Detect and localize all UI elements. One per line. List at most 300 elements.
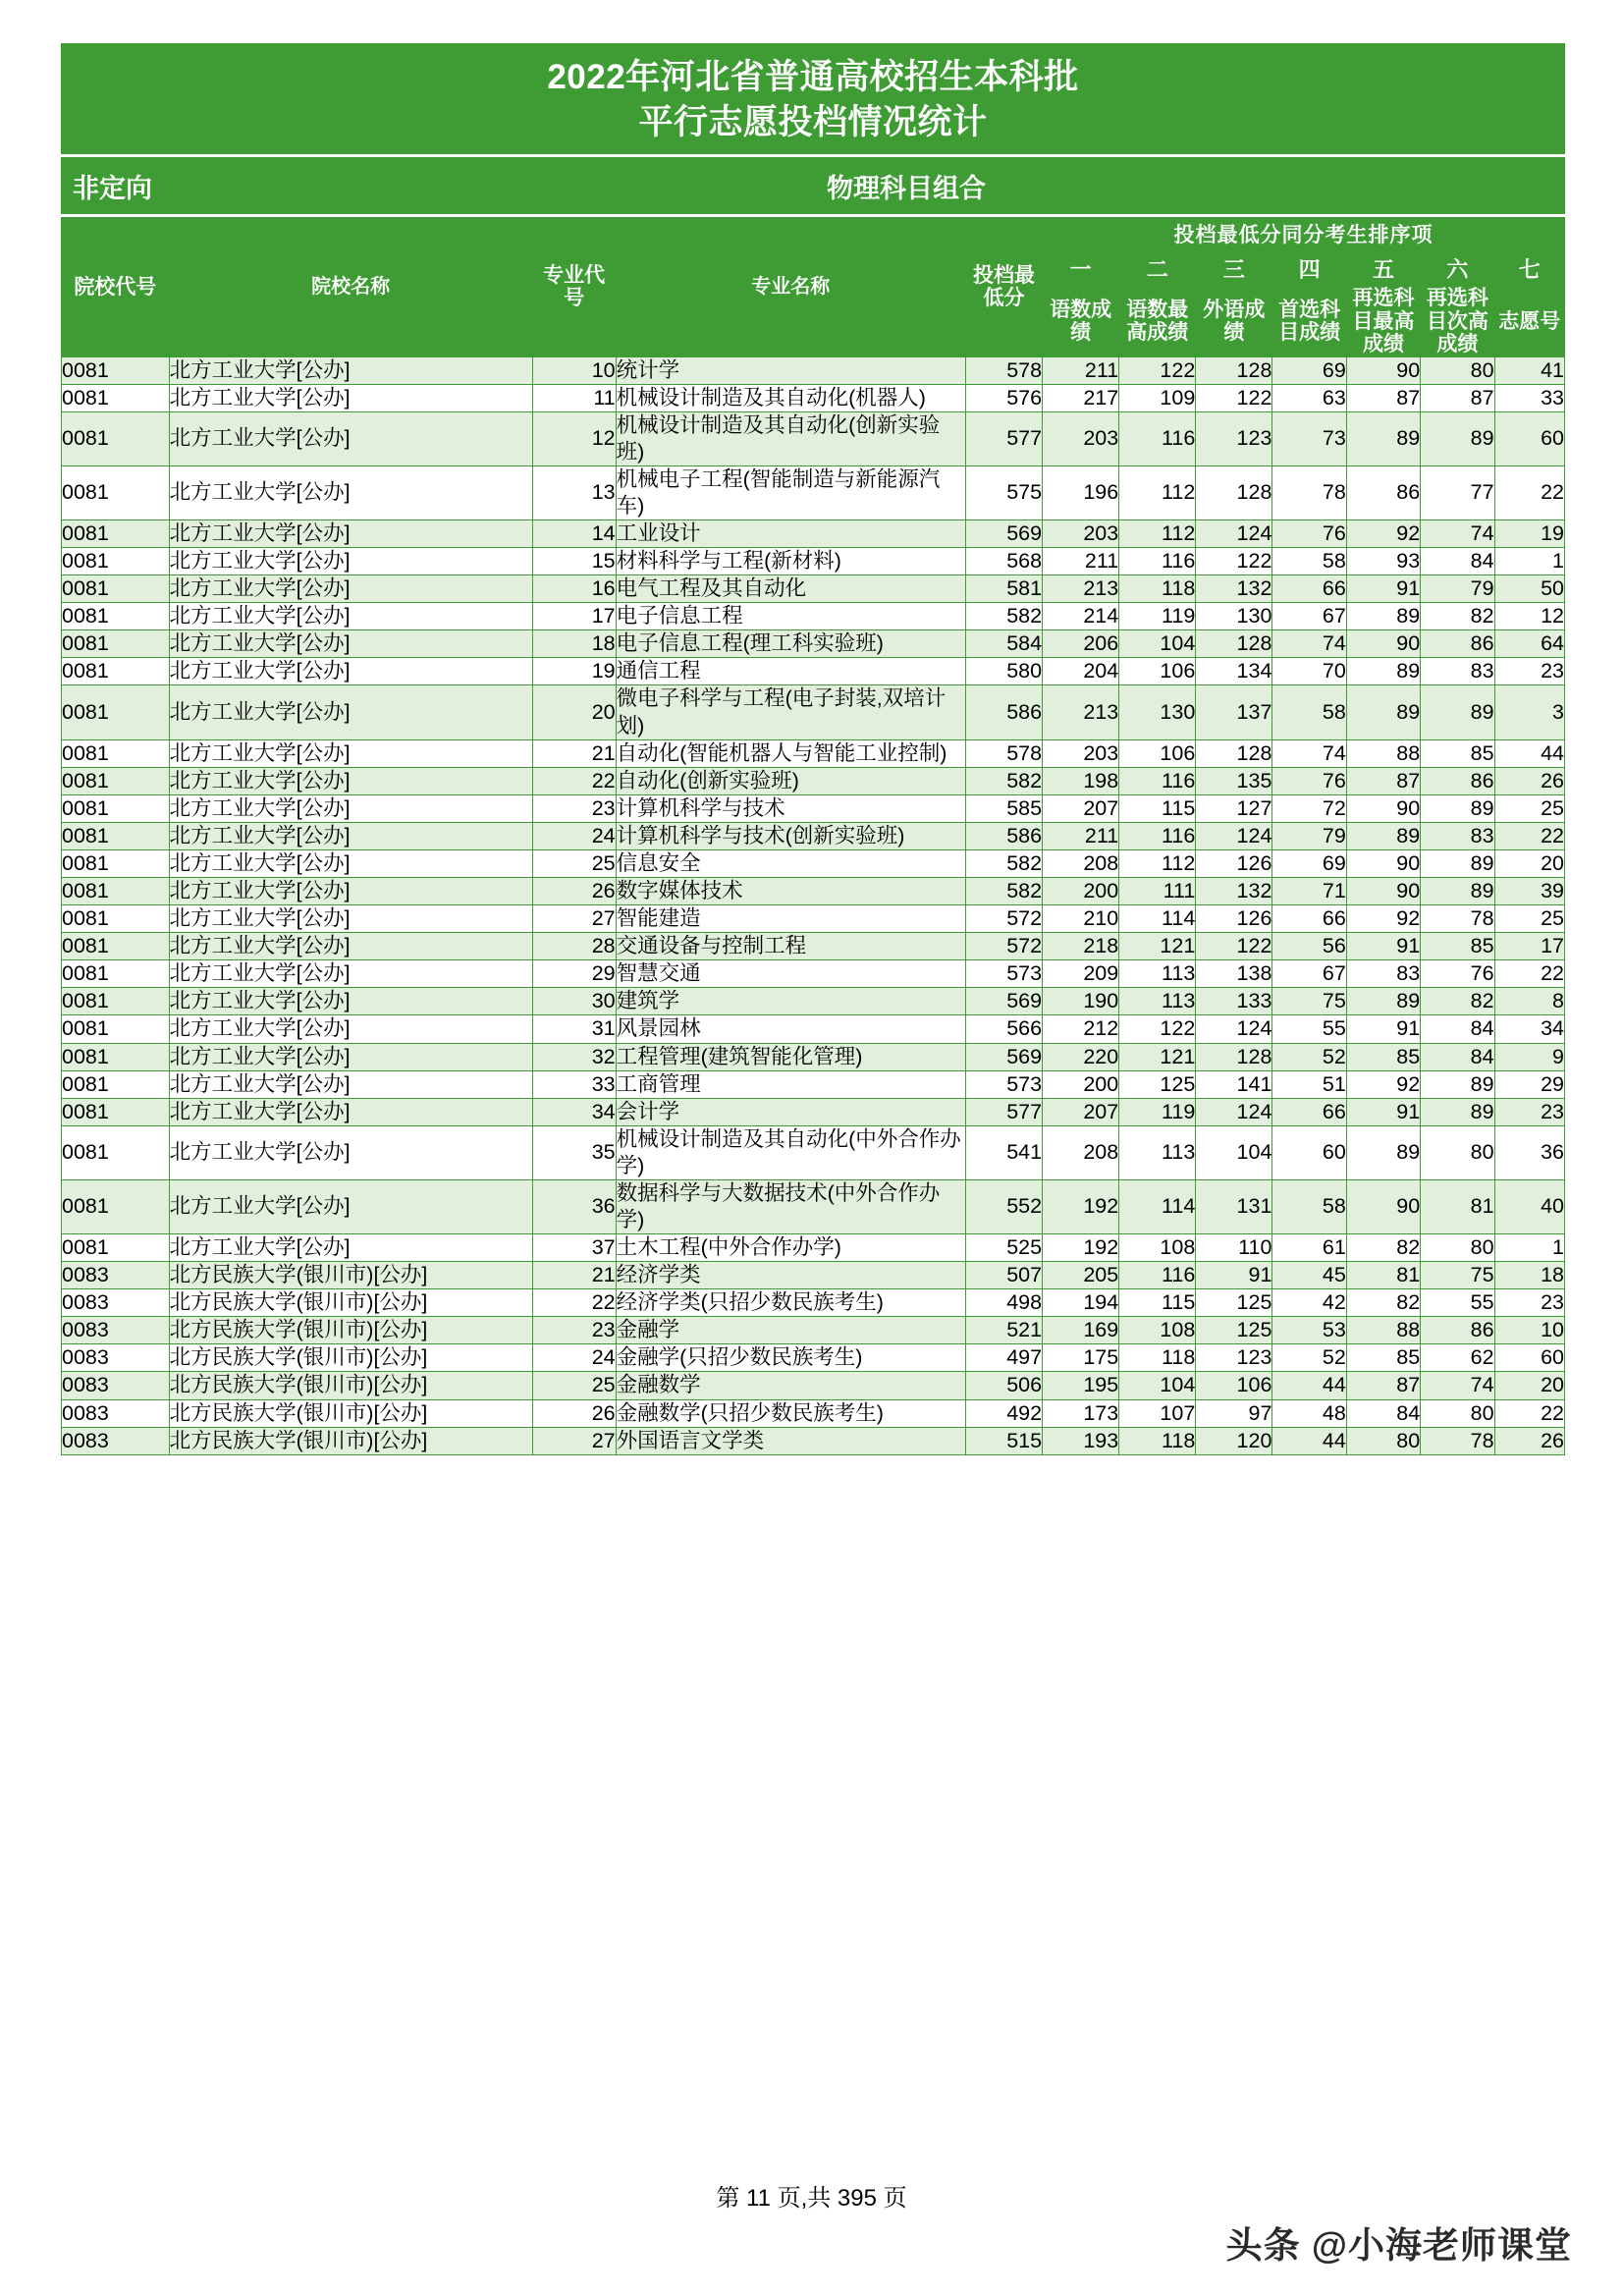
table-row (62, 905, 1565, 933)
table-row (62, 658, 1565, 685)
cell-tiebreak-4: 58 (1272, 548, 1346, 575)
cell-tiebreak-4: 71 (1272, 878, 1346, 905)
cell-tiebreak-6: 83 (1421, 822, 1494, 849)
cell-tiebreak-7: 22 (1494, 960, 1564, 988)
cell-major-code: 15 (532, 548, 616, 575)
cell-major-code: 35 (532, 1125, 616, 1179)
col-header-sub-5: 再选科目最高成绩 (1346, 287, 1420, 357)
cell-major-code: 33 (532, 1070, 616, 1098)
cell-major-name: 自动化(智能机器人与智能工业控制) (616, 739, 965, 767)
cell-school-code: 0081 (62, 905, 170, 933)
cell-school-name: 北方工业大学[公办] (169, 356, 532, 384)
cell-tiebreak-6: 76 (1421, 960, 1494, 988)
col-header-sub-2: 语数最高成绩 (1119, 287, 1196, 357)
cell-tiebreak-1: 212 (1043, 1015, 1119, 1043)
cell-tiebreak-5: 90 (1346, 630, 1420, 658)
cell-tiebreak-7: 26 (1494, 1427, 1564, 1454)
cell-school-name: 北方工业大学[公办] (169, 465, 532, 519)
cell-tiebreak-6: 74 (1421, 520, 1494, 548)
cell-major-name: 工程管理(建筑智能化管理) (616, 1043, 965, 1070)
cell-tiebreak-1: 175 (1043, 1344, 1119, 1372)
cell-major-code: 14 (532, 520, 616, 548)
cell-major-code: 22 (532, 767, 616, 794)
cell-school-name: 北方工业大学[公办] (169, 849, 532, 877)
cell-tiebreak-6: 62 (1421, 1344, 1494, 1372)
cell-tiebreak-7: 33 (1494, 384, 1564, 411)
cell-tiebreak-3: 124 (1196, 1098, 1272, 1125)
cell-min-score: 573 (965, 1070, 1042, 1098)
cell-tiebreak-7: 60 (1494, 1344, 1564, 1372)
cell-tiebreak-2: 118 (1119, 1427, 1196, 1454)
cell-min-score: 569 (965, 988, 1042, 1015)
cell-school-name: 北方民族大学(银川市)[公办] (169, 1372, 532, 1399)
cell-min-score: 498 (965, 1289, 1042, 1317)
cell-tiebreak-5: 89 (1346, 603, 1420, 630)
cell-tiebreak-5: 93 (1346, 548, 1420, 575)
cell-major-name: 会计学 (616, 1098, 965, 1125)
cell-major-name: 金融数学 (616, 1372, 965, 1399)
cell-school-name: 北方工业大学[公办] (169, 1043, 532, 1070)
cell-min-score: 497 (965, 1344, 1042, 1372)
cell-tiebreak-6: 86 (1421, 1317, 1494, 1344)
cell-major-name: 工商管理 (616, 1070, 965, 1098)
cell-major-name: 电子信息工程 (616, 603, 965, 630)
cell-tiebreak-7: 23 (1494, 1098, 1564, 1125)
cell-school-name: 北方工业大学[公办] (169, 630, 532, 658)
cell-tiebreak-1: 200 (1043, 1070, 1119, 1098)
cell-tiebreak-3: 128 (1196, 630, 1272, 658)
table-body (62, 356, 1565, 1454)
col-header-ordinal-2: 二 (1119, 254, 1196, 287)
cell-tiebreak-6: 82 (1421, 603, 1494, 630)
cell-tiebreak-1: 200 (1043, 878, 1119, 905)
cell-major-code: 28 (532, 933, 616, 960)
cell-school-name: 北方工业大学[公办] (169, 1179, 532, 1233)
cell-tiebreak-5: 89 (1346, 411, 1420, 465)
col-header-ordinal-7: 七 (1494, 254, 1564, 287)
cell-tiebreak-3: 132 (1196, 575, 1272, 603)
cell-min-score: 582 (965, 767, 1042, 794)
cell-school-code: 0081 (62, 794, 170, 822)
cell-tiebreak-6: 84 (1421, 548, 1494, 575)
cell-tiebreak-2: 116 (1119, 822, 1196, 849)
cell-tiebreak-4: 66 (1272, 575, 1346, 603)
col-header-tiebreak-group: 投档最低分同分考生排序项 (1043, 218, 1565, 254)
cell-tiebreak-2: 114 (1119, 1179, 1196, 1233)
cell-major-code: 18 (532, 630, 616, 658)
cell-tiebreak-5: 80 (1346, 1427, 1420, 1454)
cell-school-code: 0083 (62, 1372, 170, 1399)
page-footer: 第 11 页,共 395 页 (716, 2185, 907, 2212)
col-header-min-score: 投档最低分 (965, 218, 1042, 357)
cell-tiebreak-6: 89 (1421, 1070, 1494, 1098)
cell-tiebreak-1: 218 (1043, 933, 1119, 960)
cell-tiebreak-6: 87 (1421, 384, 1494, 411)
cell-tiebreak-5: 90 (1346, 794, 1420, 822)
cell-school-code: 0081 (62, 822, 170, 849)
cell-school-code: 0083 (62, 1427, 170, 1454)
cell-tiebreak-4: 75 (1272, 988, 1346, 1015)
cell-major-code: 30 (532, 988, 616, 1015)
cell-major-code: 10 (532, 356, 616, 384)
table-row (62, 548, 1565, 575)
cell-tiebreak-4: 56 (1272, 933, 1346, 960)
cell-tiebreak-3: 138 (1196, 960, 1272, 988)
cell-tiebreak-1: 207 (1043, 794, 1119, 822)
cell-major-code: 21 (532, 1262, 616, 1289)
cell-tiebreak-7: 29 (1494, 1070, 1564, 1098)
cell-tiebreak-3: 128 (1196, 739, 1272, 767)
cell-tiebreak-3: 122 (1196, 548, 1272, 575)
cell-major-name: 工业设计 (616, 520, 965, 548)
cell-tiebreak-5: 85 (1346, 1043, 1420, 1070)
cell-tiebreak-3: 126 (1196, 905, 1272, 933)
cell-tiebreak-3: 91 (1196, 1262, 1272, 1289)
cell-tiebreak-2: 116 (1119, 411, 1196, 465)
table-row (62, 822, 1565, 849)
cell-min-score: 575 (965, 465, 1042, 519)
cell-min-score: 507 (965, 1262, 1042, 1289)
cell-tiebreak-2: 113 (1119, 1125, 1196, 1179)
cell-tiebreak-5: 83 (1346, 960, 1420, 988)
cell-tiebreak-6: 89 (1421, 878, 1494, 905)
subject-group-label: 物理科目组合 (827, 173, 986, 203)
cell-min-score: 525 (965, 1234, 1042, 1262)
cell-tiebreak-5: 91 (1346, 1098, 1420, 1125)
cell-major-name: 微电子科学与工程(电子封装,双培计划) (616, 685, 965, 739)
cell-school-code: 0081 (62, 1015, 170, 1043)
cell-tiebreak-6: 74 (1421, 1372, 1494, 1399)
cell-min-score: 582 (965, 603, 1042, 630)
table-row (62, 1317, 1565, 1344)
cell-tiebreak-2: 104 (1119, 630, 1196, 658)
cell-major-name: 电气工程及其自动化 (616, 575, 965, 603)
cell-tiebreak-7: 25 (1494, 794, 1564, 822)
cell-major-name: 金融学 (616, 1317, 965, 1344)
cell-tiebreak-3: 123 (1196, 1344, 1272, 1372)
table-row (62, 1289, 1565, 1317)
cell-tiebreak-7: 41 (1494, 356, 1564, 384)
cell-tiebreak-7: 9 (1494, 1043, 1564, 1070)
cell-min-score: 582 (965, 849, 1042, 877)
cell-school-name: 北方工业大学[公办] (169, 739, 532, 767)
cell-tiebreak-2: 121 (1119, 1043, 1196, 1070)
cell-school-name: 北方民族大学(银川市)[公办] (169, 1399, 532, 1427)
cell-tiebreak-5: 89 (1346, 988, 1420, 1015)
cell-tiebreak-6: 84 (1421, 1043, 1494, 1070)
cell-school-name: 北方工业大学[公办] (169, 575, 532, 603)
cell-tiebreak-4: 66 (1272, 1098, 1346, 1125)
cell-tiebreak-1: 195 (1043, 1372, 1119, 1399)
cell-tiebreak-2: 121 (1119, 933, 1196, 960)
cell-major-code: 26 (532, 878, 616, 905)
cell-school-code: 0081 (62, 767, 170, 794)
cell-major-name: 建筑学 (616, 988, 965, 1015)
cell-major-code: 31 (532, 1015, 616, 1043)
cell-tiebreak-3: 127 (1196, 794, 1272, 822)
cell-tiebreak-2: 116 (1119, 1262, 1196, 1289)
table-head (62, 218, 1565, 357)
cell-tiebreak-4: 44 (1272, 1427, 1346, 1454)
cell-tiebreak-6: 89 (1421, 411, 1494, 465)
cell-tiebreak-3: 128 (1196, 356, 1272, 384)
cell-tiebreak-7: 34 (1494, 1015, 1564, 1043)
cell-min-score: 578 (965, 739, 1042, 767)
cell-school-name: 北方工业大学[公办] (169, 1015, 532, 1043)
cell-min-score: 586 (965, 822, 1042, 849)
cell-tiebreak-7: 23 (1494, 658, 1564, 685)
cell-school-code: 0081 (62, 739, 170, 767)
report-title-banner (61, 43, 1565, 157)
cell-tiebreak-1: 209 (1043, 960, 1119, 988)
cell-tiebreak-5: 92 (1346, 520, 1420, 548)
cell-tiebreak-1: 206 (1043, 630, 1119, 658)
cell-tiebreak-7: 10 (1494, 1317, 1564, 1344)
cell-school-code: 0081 (62, 988, 170, 1015)
table-row (62, 1262, 1565, 1289)
cell-school-name: 北方工业大学[公办] (169, 822, 532, 849)
cell-tiebreak-6: 84 (1421, 1015, 1494, 1043)
col-header-sub-7: 志愿号 (1494, 287, 1564, 357)
cell-tiebreak-5: 92 (1346, 905, 1420, 933)
cell-tiebreak-7: 40 (1494, 1179, 1564, 1233)
cell-tiebreak-7: 20 (1494, 849, 1564, 877)
cell-tiebreak-7: 3 (1494, 685, 1564, 739)
cell-tiebreak-2: 125 (1119, 1070, 1196, 1098)
cell-tiebreak-7: 17 (1494, 933, 1564, 960)
cell-school-code: 0081 (62, 603, 170, 630)
cell-tiebreak-3: 106 (1196, 1372, 1272, 1399)
watermark-label: 头条 @小海老师课堂 (1225, 2225, 1572, 2266)
page-title-line-1: 2022年河北省普通高校招生本科批 (547, 58, 1079, 96)
cell-tiebreak-7: 44 (1494, 739, 1564, 767)
table-row (62, 933, 1565, 960)
cell-school-code: 0081 (62, 1098, 170, 1125)
cell-min-score: 573 (965, 960, 1042, 988)
cell-tiebreak-2: 119 (1119, 1098, 1196, 1125)
cell-tiebreak-7: 26 (1494, 767, 1564, 794)
cell-school-name: 北方工业大学[公办] (169, 933, 532, 960)
cell-tiebreak-3: 133 (1196, 988, 1272, 1015)
cell-tiebreak-4: 52 (1272, 1043, 1346, 1070)
cell-school-code: 0083 (62, 1262, 170, 1289)
cell-tiebreak-4: 67 (1272, 960, 1346, 988)
cell-school-code: 0081 (62, 548, 170, 575)
table-row (62, 988, 1565, 1015)
cell-tiebreak-4: 58 (1272, 1179, 1346, 1233)
cell-tiebreak-2: 113 (1119, 960, 1196, 988)
cell-tiebreak-6: 80 (1421, 356, 1494, 384)
cell-tiebreak-5: 91 (1346, 575, 1420, 603)
cell-tiebreak-6: 86 (1421, 767, 1494, 794)
cell-school-name: 北方民族大学(银川市)[公办] (169, 1262, 532, 1289)
cell-major-name: 统计学 (616, 356, 965, 384)
cell-tiebreak-4: 69 (1272, 849, 1346, 877)
cell-tiebreak-2: 107 (1119, 1399, 1196, 1427)
cell-tiebreak-5: 90 (1346, 849, 1420, 877)
table-row (62, 685, 1565, 739)
cell-tiebreak-3: 130 (1196, 603, 1272, 630)
cell-school-name: 北方工业大学[公办] (169, 548, 532, 575)
cell-school-name: 北方工业大学[公办] (169, 905, 532, 933)
cell-tiebreak-7: 60 (1494, 411, 1564, 465)
cell-school-code: 0081 (62, 520, 170, 548)
cell-tiebreak-7: 1 (1494, 1234, 1564, 1262)
cell-min-score: 585 (965, 794, 1042, 822)
cell-major-name: 交通设备与控制工程 (616, 933, 965, 960)
cell-tiebreak-7: 19 (1494, 520, 1564, 548)
cell-tiebreak-4: 55 (1272, 1015, 1346, 1043)
report-sheet (61, 43, 1565, 1455)
cell-tiebreak-3: 97 (1196, 1399, 1272, 1427)
cell-min-score: 541 (965, 1125, 1042, 1179)
cell-major-name: 通信工程 (616, 658, 965, 685)
cell-major-name: 机械设计制造及其自动化(创新实验班) (616, 411, 965, 465)
cell-tiebreak-1: 203 (1043, 739, 1119, 767)
cell-tiebreak-2: 112 (1119, 520, 1196, 548)
cell-min-score: 566 (965, 1015, 1042, 1043)
cell-school-name: 北方工业大学[公办] (169, 767, 532, 794)
cell-tiebreak-3: 123 (1196, 411, 1272, 465)
table-row (62, 465, 1565, 519)
cell-major-code: 12 (532, 411, 616, 465)
cell-school-name: 北方民族大学(银川市)[公办] (169, 1344, 532, 1372)
cell-tiebreak-7: 25 (1494, 905, 1564, 933)
cell-tiebreak-3: 128 (1196, 465, 1272, 519)
cell-tiebreak-4: 60 (1272, 1125, 1346, 1179)
cell-tiebreak-7: 50 (1494, 575, 1564, 603)
table-row (62, 767, 1565, 794)
cell-tiebreak-5: 91 (1346, 933, 1420, 960)
table-row (62, 960, 1565, 988)
cell-min-score: 569 (965, 520, 1042, 548)
cell-min-score: 581 (965, 575, 1042, 603)
cell-min-score: 577 (965, 411, 1042, 465)
cell-tiebreak-1: 213 (1043, 575, 1119, 603)
cell-tiebreak-4: 51 (1272, 1070, 1346, 1098)
cell-tiebreak-3: 122 (1196, 933, 1272, 960)
cell-major-name: 智慧交通 (616, 960, 965, 988)
cell-major-code: 25 (532, 849, 616, 877)
cell-tiebreak-2: 113 (1119, 988, 1196, 1015)
table-row (62, 1372, 1565, 1399)
cell-tiebreak-5: 90 (1346, 356, 1420, 384)
page-title-line-2: 平行志愿投档情况统计 (638, 102, 988, 141)
cell-school-code: 0081 (62, 575, 170, 603)
cell-major-name: 自动化(创新实验班) (616, 767, 965, 794)
cell-tiebreak-3: 125 (1196, 1317, 1272, 1344)
cell-school-name: 北方工业大学[公办] (169, 794, 532, 822)
cell-tiebreak-6: 79 (1421, 575, 1494, 603)
col-header-sub-1: 语数成绩 (1043, 287, 1119, 357)
cell-major-code: 24 (532, 1344, 616, 1372)
cell-major-name: 机械设计制造及其自动化(中外合作办学) (616, 1125, 965, 1179)
cell-tiebreak-3: 110 (1196, 1234, 1272, 1262)
cell-tiebreak-4: 58 (1272, 685, 1346, 739)
cell-tiebreak-2: 112 (1119, 849, 1196, 877)
cell-tiebreak-3: 125 (1196, 1289, 1272, 1317)
cell-tiebreak-4: 48 (1272, 1399, 1346, 1427)
table-row (62, 1179, 1565, 1233)
cell-tiebreak-3: 126 (1196, 849, 1272, 877)
cell-tiebreak-6: 89 (1421, 685, 1494, 739)
cell-tiebreak-3: 122 (1196, 384, 1272, 411)
cell-major-code: 17 (532, 603, 616, 630)
table-row (62, 739, 1565, 767)
cell-tiebreak-6: 85 (1421, 933, 1494, 960)
cell-school-code: 0081 (62, 933, 170, 960)
cell-major-name: 材料科学与工程(新材料) (616, 548, 965, 575)
cell-major-code: 36 (532, 1179, 616, 1233)
cell-tiebreak-1: 214 (1043, 603, 1119, 630)
table-row (62, 630, 1565, 658)
cell-tiebreak-6: 83 (1421, 658, 1494, 685)
cell-school-code: 0083 (62, 1344, 170, 1372)
header-row-group (62, 218, 1565, 254)
cell-tiebreak-1: 213 (1043, 685, 1119, 739)
cell-min-score: 569 (965, 1043, 1042, 1070)
cell-school-code: 0083 (62, 1289, 170, 1317)
cell-tiebreak-2: 130 (1119, 685, 1196, 739)
cell-tiebreak-6: 77 (1421, 465, 1494, 519)
table-row (62, 575, 1565, 603)
cell-major-code: 19 (532, 658, 616, 685)
cell-tiebreak-5: 91 (1346, 1015, 1420, 1043)
cell-tiebreak-7: 39 (1494, 878, 1564, 905)
cell-tiebreak-6: 80 (1421, 1399, 1494, 1427)
cell-tiebreak-1: 198 (1043, 767, 1119, 794)
cell-tiebreak-5: 85 (1346, 1344, 1420, 1372)
cell-min-score: 515 (965, 1427, 1042, 1454)
cell-tiebreak-3: 104 (1196, 1125, 1272, 1179)
cell-tiebreak-5: 89 (1346, 822, 1420, 849)
cell-min-score: 568 (965, 548, 1042, 575)
cell-min-score: 552 (965, 1179, 1042, 1233)
cell-major-name: 土木工程(中外合作办学) (616, 1234, 965, 1262)
cell-tiebreak-2: 108 (1119, 1317, 1196, 1344)
col-header-major-code: 专业代号 (532, 218, 616, 357)
cell-tiebreak-5: 87 (1346, 384, 1420, 411)
col-header-ordinal-5: 五 (1346, 254, 1420, 287)
cell-tiebreak-6: 80 (1421, 1125, 1494, 1179)
cell-tiebreak-2: 109 (1119, 384, 1196, 411)
cell-tiebreak-3: 124 (1196, 822, 1272, 849)
cell-tiebreak-2: 118 (1119, 1344, 1196, 1372)
table-row (62, 1427, 1565, 1454)
cell-major-name: 金融数学(只招少数民族考生) (616, 1399, 965, 1427)
cell-major-name: 金融学(只招少数民族考生) (616, 1344, 965, 1372)
cell-tiebreak-5: 88 (1346, 1317, 1420, 1344)
cell-major-code: 34 (532, 1098, 616, 1125)
cell-tiebreak-3: 135 (1196, 767, 1272, 794)
cell-major-code: 25 (532, 1372, 616, 1399)
cell-school-name: 北方民族大学(银川市)[公办] (169, 1427, 532, 1454)
cell-school-name: 北方工业大学[公办] (169, 1234, 532, 1262)
cell-school-code: 0081 (62, 849, 170, 877)
cell-tiebreak-1: 192 (1043, 1179, 1119, 1233)
cell-tiebreak-6: 80 (1421, 1234, 1494, 1262)
cell-major-name: 机械设计制造及其自动化(机器人) (616, 384, 965, 411)
cell-major-name: 信息安全 (616, 849, 965, 877)
cell-tiebreak-2: 119 (1119, 603, 1196, 630)
cell-school-code: 0081 (62, 411, 170, 465)
cell-tiebreak-4: 44 (1272, 1372, 1346, 1399)
cell-tiebreak-4: 67 (1272, 603, 1346, 630)
cell-tiebreak-5: 82 (1346, 1289, 1420, 1317)
cell-major-name: 外国语言文学类 (616, 1427, 965, 1454)
cell-tiebreak-2: 106 (1119, 739, 1196, 767)
cell-school-code: 0081 (62, 1179, 170, 1233)
